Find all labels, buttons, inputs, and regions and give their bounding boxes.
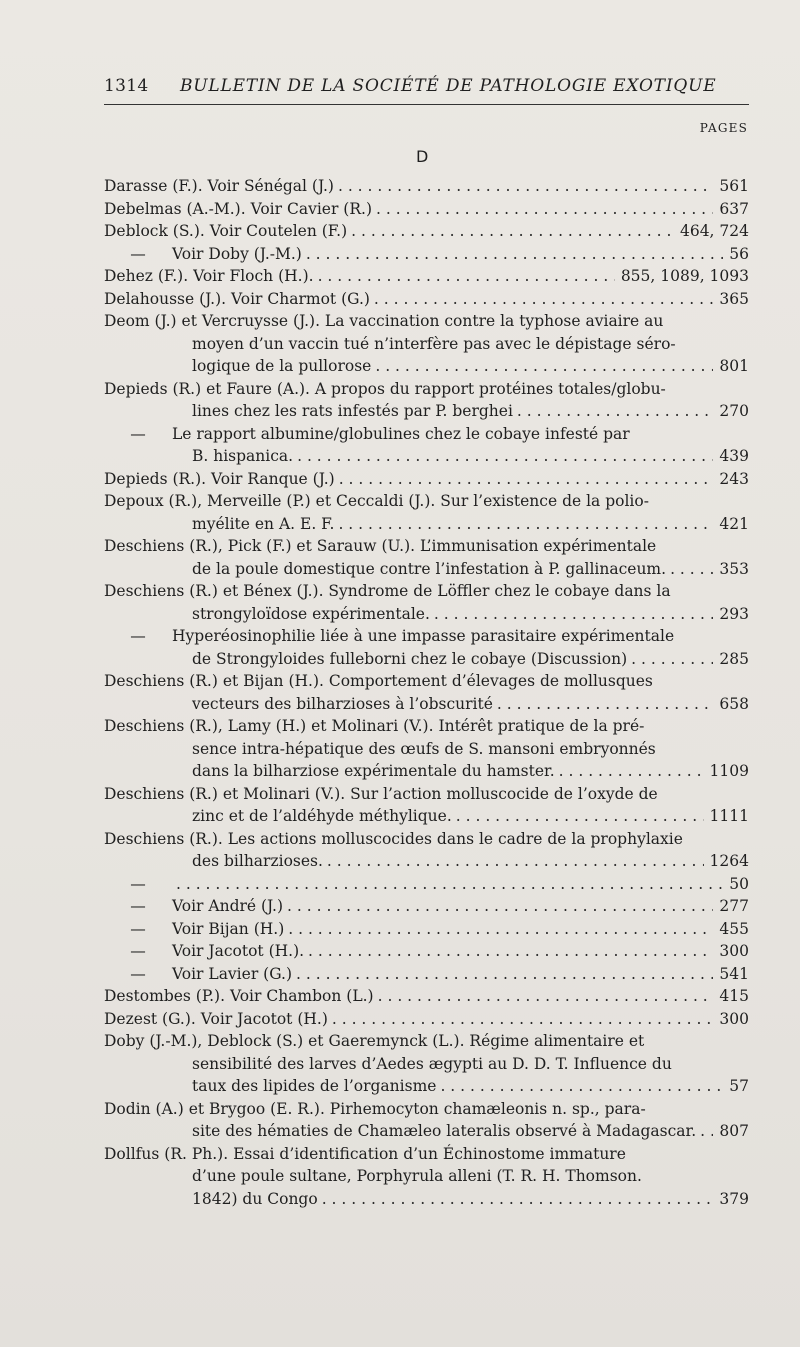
entry-page: 365 (719, 289, 749, 308)
entry-page: 270 (719, 402, 749, 420)
index-entry (104, 378, 749, 423)
entry-page: 1111 (709, 807, 749, 825)
entry-page: 807 (719, 1122, 749, 1140)
entry-page: 541 (719, 964, 749, 983)
entry-line: Dodin (A.) et Brygoo (E. R.). Pirhemocyton chamæleonis n. sp., para- (104, 1099, 646, 1118)
leader-dots (452, 805, 704, 828)
entry-page: 277 (719, 897, 749, 915)
index-entry (104, 288, 749, 311)
leader-dots (666, 558, 713, 581)
index-list (104, 175, 749, 1210)
entry-line: zinc et de l’aldéhyde méthylique. (192, 807, 452, 825)
page-number: 1314 (104, 76, 149, 96)
index-entry (104, 918, 749, 941)
entry-line: Depoux (R.), Merveille (P.) et Ceccaldi (J.). Sur l’existence de la polio- (104, 492, 649, 510)
index-entry (104, 625, 749, 670)
index-entry (104, 468, 749, 491)
entry-line: Doby (J.-M.), Deblock (S.) et Gaeremynck (L.). Régime alimentaire et (104, 1032, 645, 1050)
entry-line: — Voir Bijan (H.) (130, 919, 285, 938)
section-letter: D (416, 147, 429, 166)
entry-line: — (130, 874, 146, 893)
entry-line: sensibilité des larves d’Aedes ægypti au D. D. T. Influence du (192, 1054, 672, 1073)
leader-dots (334, 513, 713, 536)
entry-line: Depieds (R.). Voir Ranque (J.) (104, 469, 335, 488)
entry-line: Debelmas (A.-M.). Voir Cavier (R.) (104, 199, 372, 218)
index-entry (104, 265, 749, 288)
entry-line: B. hispanica. (192, 447, 294, 465)
entry-line: Deom (J.) et Vercruysse (J.). La vaccination contre la typhose aviaire au (104, 312, 664, 330)
entry-line: lines chez les rats infestés par P. berghei (192, 402, 513, 420)
index-entry (104, 963, 749, 986)
entry-page: 1109 (709, 762, 749, 780)
entry-line: logique de la pullorose (192, 357, 372, 375)
entry-page: 658 (719, 694, 749, 713)
entry-line: — Voir Lavier (G.) (130, 964, 293, 983)
entry-line: Deblock (S.). Voir Coutelen (F.) (104, 222, 348, 240)
entry-page: 57 (729, 1077, 749, 1095)
index-entry (104, 1008, 749, 1031)
entry-line: Deschiens (R.), Lamy (H.) et Molinari (V.). Intérêt pratique de la pré- (104, 717, 645, 735)
leader-dots (283, 895, 713, 918)
index-entry (104, 198, 749, 221)
entry-page: 439 (719, 447, 749, 465)
entry-line: moyen d’un vaccin tué n’interfère pas avec le dépistage séro- (192, 334, 676, 353)
entry-line: dans la bilharziose expérimentale du hamster. (192, 762, 555, 780)
leader-dots (284, 918, 713, 941)
leader-dots (627, 648, 713, 671)
index-entry (104, 1098, 749, 1143)
entry-page: 56 (729, 244, 749, 263)
leader-dots (370, 288, 713, 311)
journal-title: BULLETIN DE LA SOCIÉTÉ DE PATHOLOGIE EXOTIQUE (180, 76, 717, 96)
entry-page: 415 (719, 987, 749, 1005)
entry-line: — Hyperéosinophilie liée à une impasse parasitaire expérimentale (130, 627, 675, 645)
index-entry (104, 985, 749, 1008)
entry-page: 421 (719, 514, 749, 533)
leader-dots (302, 243, 723, 266)
leader-dots (372, 198, 713, 221)
entry-line: Dezest (G.). Voir Jacotot (H.) (104, 1009, 328, 1028)
entry-line: Dollfus (R. Ph.). Essai d’identification d’un Échinostome immature (104, 1144, 626, 1163)
index-entry (104, 783, 749, 828)
leader-dots (172, 873, 723, 896)
index-entry (104, 670, 749, 715)
entry-line: — Voir Doby (J.-M.) (130, 244, 302, 263)
entry-page: 637 (719, 199, 749, 218)
index-entry (104, 535, 749, 580)
entry-page: 243 (719, 469, 749, 488)
leader-dots (696, 1120, 713, 1143)
entry-line: — Voir Jacotot (H.). (130, 942, 305, 960)
entry-line: Dehez (F.). Voir Floch (H.). (104, 267, 314, 285)
entry-line: Deschiens (R.). Les actions molluscocides dans le cadre de la prophylaxie (104, 829, 683, 848)
entry-line: site des hématies de Chamæleo lateralis observé à Madagascar. (192, 1122, 697, 1140)
index-entry (104, 715, 749, 783)
entry-line: strongyloïdose expérimentale. (192, 604, 430, 623)
entry-line: vecteurs des bilharzioses à l’obscurité (192, 694, 493, 713)
entry-line: de la poule domestique contre l’infestation à P. gallinaceum. (192, 559, 667, 578)
pages-column-label: PAGES (699, 121, 748, 135)
entry-page: 50 (729, 874, 749, 893)
entry-line: — Le rapport albumine/globulines chez le cobaye infesté par (130, 424, 630, 443)
entry-page: 300 (719, 942, 749, 960)
index-entry (104, 243, 749, 266)
entry-line: de Strongyloides fulleborni chez le cobaye (Discussion) (192, 649, 628, 668)
leader-dots (318, 1188, 714, 1211)
leader-dots (371, 355, 713, 378)
entry-page: 353 (719, 559, 749, 578)
leader-dots (314, 265, 615, 288)
entry-line: Deschiens (R.), Pick (F.) et Sarauw (U.). L’immunisation expérimentale (104, 537, 657, 555)
entry-line: d’une poule sultane, Porphyrula alleni (T. R. H. Thomson. (192, 1167, 642, 1185)
entry-page: 379 (719, 1189, 749, 1208)
index-entry (104, 423, 749, 468)
index-entry (104, 175, 749, 198)
leader-dots (304, 940, 713, 963)
index-entry (104, 1143, 749, 1211)
leader-dots (555, 760, 704, 783)
index-entry (104, 828, 749, 873)
index-entry (104, 490, 749, 535)
leader-dots (493, 693, 714, 716)
leader-dots (334, 175, 713, 198)
entry-page: 464, 724 (679, 222, 749, 240)
entry-page: 455 (719, 919, 749, 938)
entry-page: 801 (719, 357, 749, 375)
entry-line: des bilharzioses. (192, 852, 323, 870)
entry-page: 855, 1089, 1093 (620, 267, 749, 285)
index-entry (104, 873, 749, 896)
entry-line: Darasse (F.). Voir Sénégal (J.) (104, 177, 334, 195)
leader-dots (374, 985, 714, 1008)
leader-dots (293, 445, 713, 468)
index-entry (104, 580, 749, 625)
entry-line: — Voir André (J.) (130, 897, 284, 915)
entry-page: 561 (719, 177, 749, 195)
index-entry (104, 220, 749, 243)
entry-page: 1264 (709, 852, 749, 870)
entry-page: 300 (719, 1009, 749, 1028)
entry-line: Delahousse (J.). Voir Charmot (G.) (104, 289, 370, 308)
entry-page: 285 (719, 649, 749, 668)
entry-line: myélite en A. E. F. (192, 514, 335, 533)
entry-line: Deschiens (R.) et Bénex (J.). Syndrome de Löffler chez le cobaye dans la (104, 582, 671, 600)
leader-dots (328, 1008, 714, 1031)
index-entry (104, 895, 749, 918)
leader-dots (430, 603, 714, 626)
entry-line: Depieds (R.) et Faure (A.). A propos du rapport protéines totales/globu- (104, 379, 666, 398)
index-entry (104, 1030, 749, 1098)
leader-dots (335, 468, 714, 491)
leader-dots (323, 850, 704, 873)
header-rule (104, 104, 749, 105)
entry-page: 293 (719, 604, 749, 623)
entry-line: taux des lipides de l’organisme (192, 1077, 437, 1095)
index-entry (104, 310, 749, 378)
entry-line: Deschiens (R.) et Molinari (V.). Sur l’action molluscocide de l’oxyde de (104, 784, 658, 803)
entry-line: sence intra-hépatique des œufs de S. mansoni embryonnés (192, 739, 656, 758)
entry-line: Destombes (P.). Voir Chambon (L.) (104, 987, 374, 1005)
leader-dots (347, 220, 674, 243)
entry-line: Deschiens (R.) et Bijan (H.). Comportement d’élevages de mollusques (104, 672, 653, 690)
entry-line: 1842) du Congo (192, 1189, 318, 1208)
leader-dots (292, 963, 713, 986)
index-entry (104, 940, 749, 963)
leader-dots (513, 400, 713, 423)
leader-dots (436, 1075, 723, 1098)
